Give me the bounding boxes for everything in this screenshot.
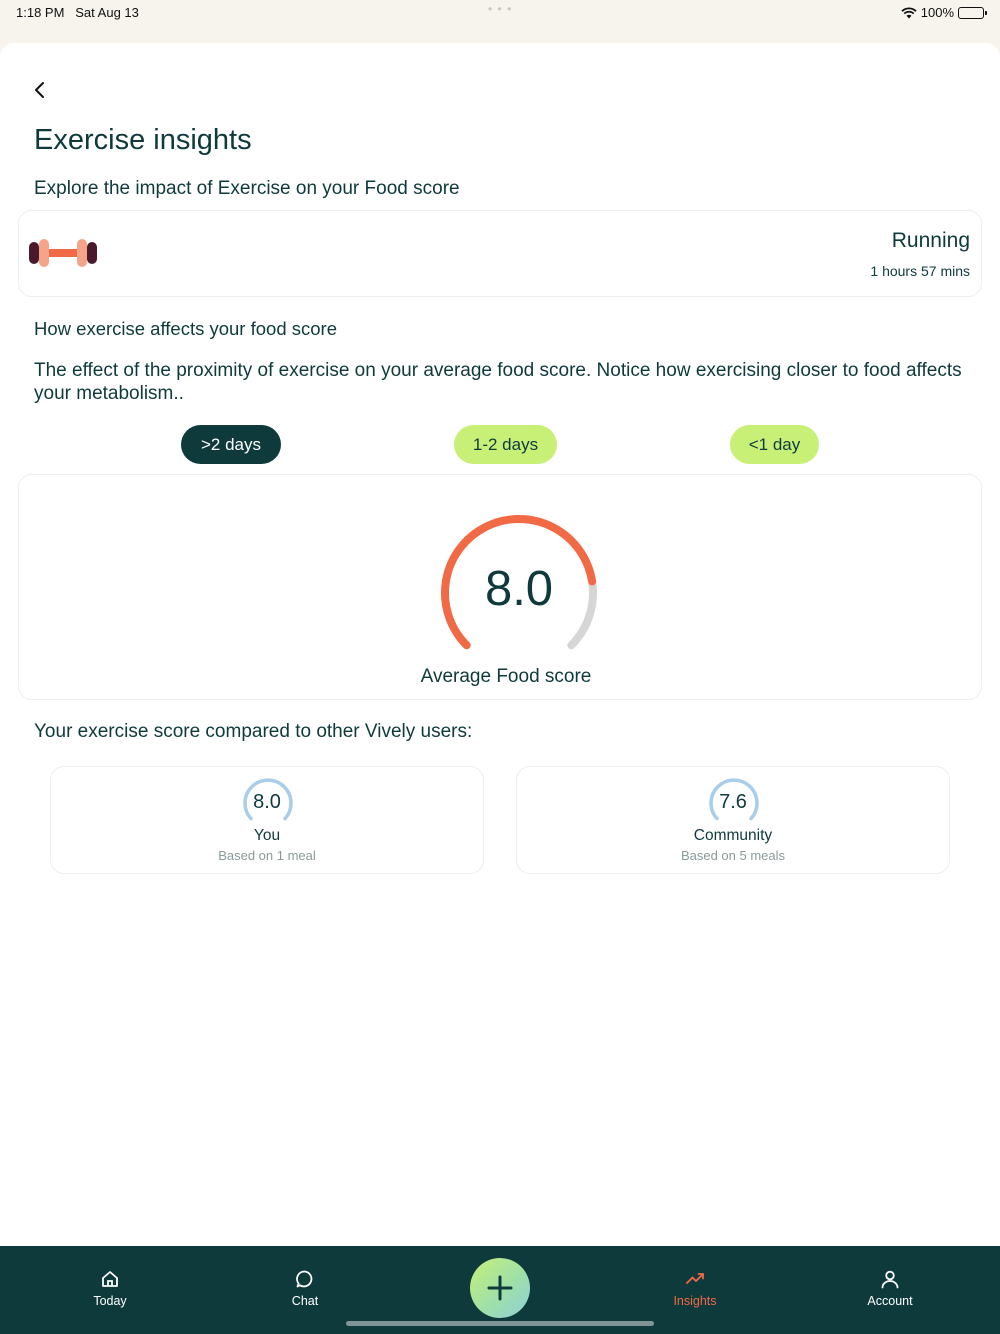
activity-name: Running: [891, 229, 970, 252]
battery-icon: [958, 7, 984, 19]
tab-today-label: Today: [93, 1294, 127, 1308]
you-label: You: [253, 827, 281, 844]
page-title: Exercise insights: [34, 124, 252, 156]
status-bar: [0, 0, 1000, 44]
score-label: Average Food score: [420, 666, 592, 687]
score-card: [18, 474, 982, 700]
tab-account-label: Account: [867, 1294, 913, 1308]
page-subtitle: Explore the impact of Exercise on your Food score: [34, 178, 460, 199]
plus-icon: [486, 1274, 514, 1302]
home-indicator[interactable]: [346, 1321, 654, 1326]
chevron-left-icon: [33, 81, 47, 99]
home-icon: [99, 1268, 121, 1290]
comparison-heading: Your exercise score compared to other Vively users:: [34, 721, 473, 742]
add-button[interactable]: [470, 1258, 530, 1318]
wifi-icon: [901, 7, 917, 19]
trending-up-icon: [684, 1268, 706, 1290]
you-score: 8.0: [253, 791, 281, 813]
tab-chat-label: Chat: [291, 1294, 319, 1308]
tab-today[interactable]: [50, 1268, 170, 1308]
section-description: The effect of the proximity of exercise on your average food score. Notice how exercising closer to food affects your metabolism..: [34, 360, 962, 404]
multitasking-dots[interactable]: • • •: [488, 2, 513, 16]
comparison-card-you: [50, 766, 484, 874]
tab-insights[interactable]: [635, 1268, 755, 1308]
tab-bar: [0, 1246, 1000, 1334]
community-score: 7.6: [719, 791, 747, 813]
filter-1-2-days[interactable]: 1-2 days: [454, 425, 557, 464]
score-value: 8.0: [484, 562, 554, 616]
filter-more-than-2-days[interactable]: >2 days: [181, 425, 281, 464]
back-button[interactable]: [26, 76, 54, 104]
status-right: [901, 5, 984, 20]
you-basis: Based on 1 meal: [218, 848, 316, 863]
community-basis: Based on 5 meals: [680, 848, 786, 863]
community-label: Community: [693, 827, 773, 844]
tab-insights-label: Insights: [673, 1294, 717, 1308]
battery-percent: 100%: [920, 5, 954, 20]
tab-chat[interactable]: [245, 1268, 365, 1308]
comparison-card-community: [516, 766, 950, 874]
activity-card[interactable]: [18, 210, 982, 297]
dumbbell-icon: [29, 239, 97, 267]
activity-duration: 1 hours 57 mins: [870, 263, 970, 279]
filter-less-than-1-day[interactable]: <1 day: [730, 425, 819, 464]
chat-bubble-icon: [294, 1268, 316, 1290]
section-heading: How exercise affects your food score: [34, 318, 337, 339]
tab-account[interactable]: [830, 1268, 950, 1308]
person-icon: [879, 1268, 901, 1290]
status-time: 1:18 PM Sat Aug 13: [16, 5, 139, 20]
